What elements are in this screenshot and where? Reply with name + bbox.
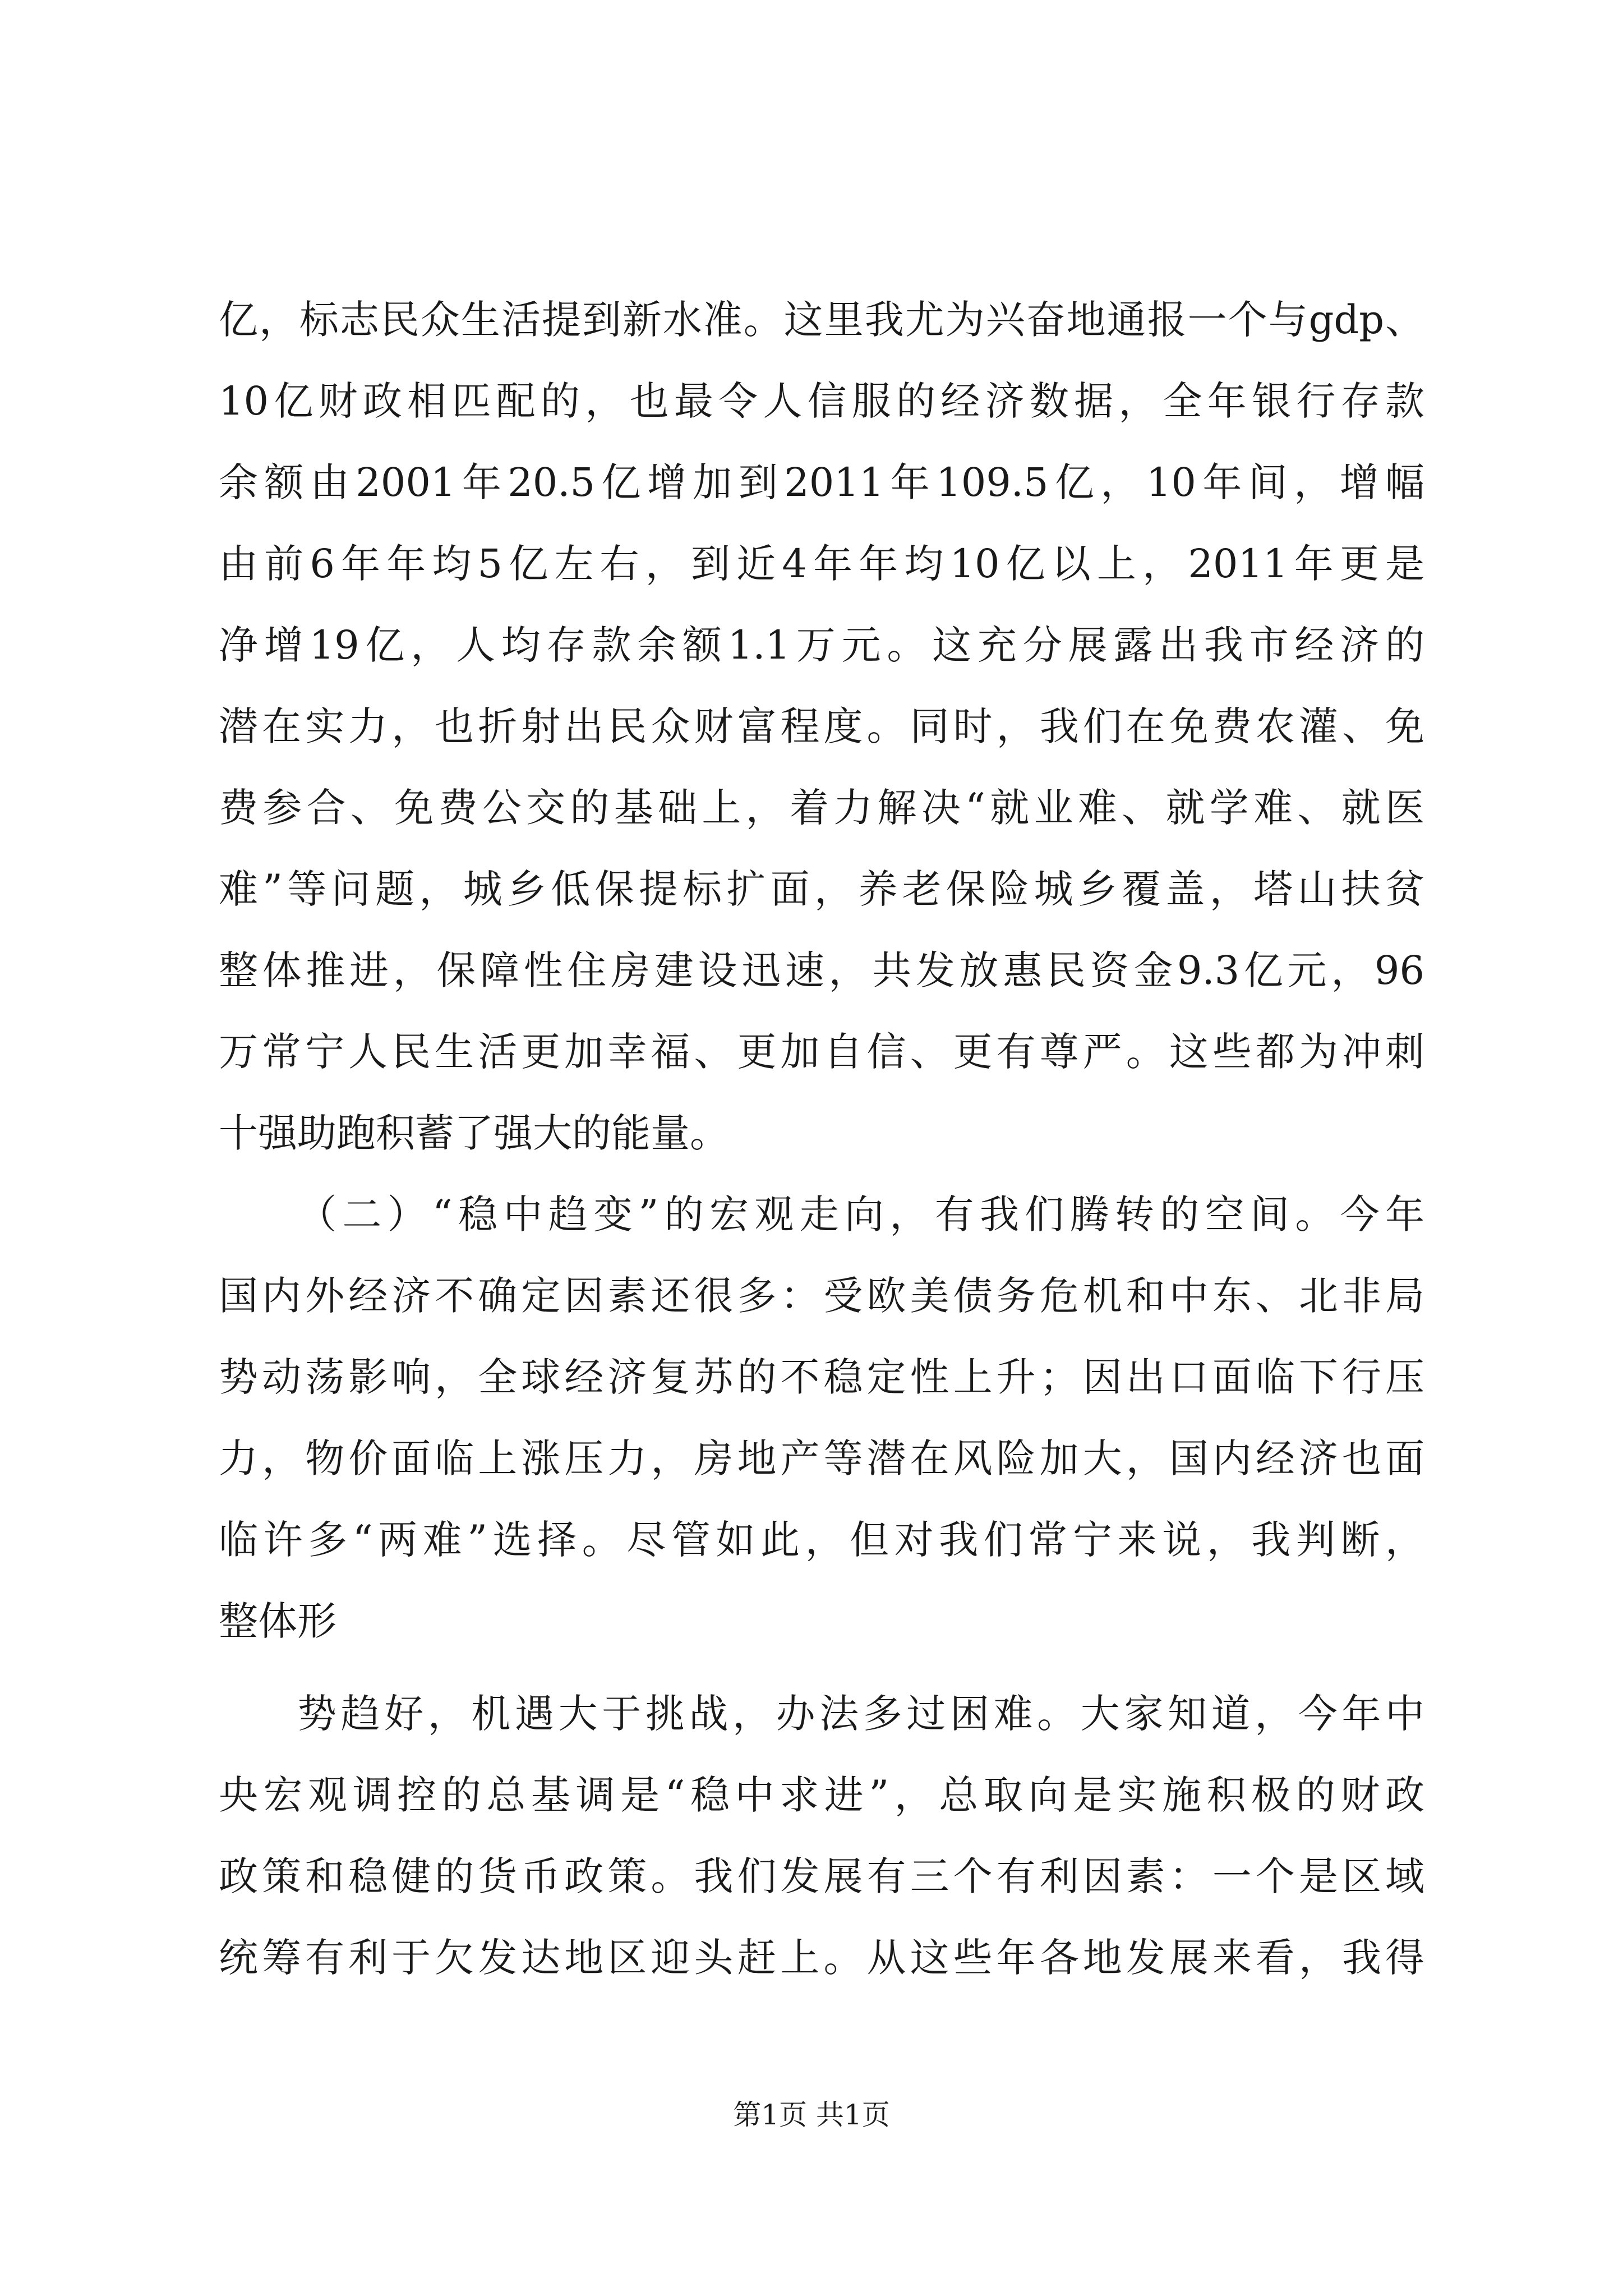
text-line: 亿，标志民众生活提到新水准。这里我尤为兴奋地通报一个与gdp、 bbox=[219, 297, 1424, 343]
text-line: 临许多“两难”选择。尽管如此，但对我们常宁来说，我判断， bbox=[219, 1517, 1424, 1563]
text-line: 由前6年年均5亿左右，到近4年年均10亿以上，2011年更是 bbox=[219, 541, 1424, 587]
text-line: 统筹有利于欠发达地区迎头赶上。从这些年各地发展来看，我得 bbox=[219, 1935, 1424, 1981]
text-line: 力，物价面临上涨压力，房地产等潜在风险加大，国内经济也面 bbox=[219, 1435, 1424, 1481]
text-line: 净增19亿，人均存款余额1.1万元。这充分展露出我市经济的 bbox=[219, 622, 1424, 668]
text-line: 整体推进，保障性住房建设迅速，共发放惠民资金9.3亿元，96 bbox=[219, 947, 1424, 993]
text-line: 10亿财政相匹配的，也最令人信服的经济数据，全年银行存款 bbox=[219, 378, 1424, 424]
text-line: 政策和稳健的货币政策。我们发展有三个有利因素：一个是区域 bbox=[219, 1853, 1424, 1899]
text-line: 势动荡影响，全球经济复苏的不稳定性上升；因出口面临下行压 bbox=[219, 1354, 1424, 1400]
text-line: 整体形 bbox=[219, 1598, 336, 1644]
text-line: 央宏观调控的总基调是“稳中求进”，总取向是实施积极的财政 bbox=[219, 1772, 1424, 1818]
text-line: （二）“稳中趋变”的宏观走向，有我们腾转的空间。今年 bbox=[297, 1191, 1424, 1237]
text-line: 潜在实力，也折射出民众财富程度。同时，我们在免费农灌、免 bbox=[219, 703, 1424, 749]
page-number-footer: 第1页 共1页 bbox=[733, 2099, 890, 2131]
text-line: 势趋好，机遇大于挑战，办法多过困难。大家知道，今年中 bbox=[297, 1691, 1424, 1737]
text-line: 十强助跑积蓄了强大的能量。 bbox=[219, 1110, 729, 1156]
text-line: 费参合、免费公交的基础上，着力解决“就业难、就学难、就医 bbox=[219, 785, 1424, 831]
text-line: 余额由2001年20.5亿增加到2011年109.5亿，10年间，增幅 bbox=[219, 459, 1424, 505]
text-line: 万常宁人民生活更加幸福、更加自信、更有尊严。这些都为冲刺 bbox=[219, 1029, 1424, 1075]
text-line: 国内外经济不确定因素还很多：受欧美债务危机和中东、北非局 bbox=[219, 1273, 1424, 1319]
text-line: 难”等问题，城乡低保提标扩面，养老保险城乡覆盖，塔山扶贫 bbox=[219, 866, 1424, 912]
